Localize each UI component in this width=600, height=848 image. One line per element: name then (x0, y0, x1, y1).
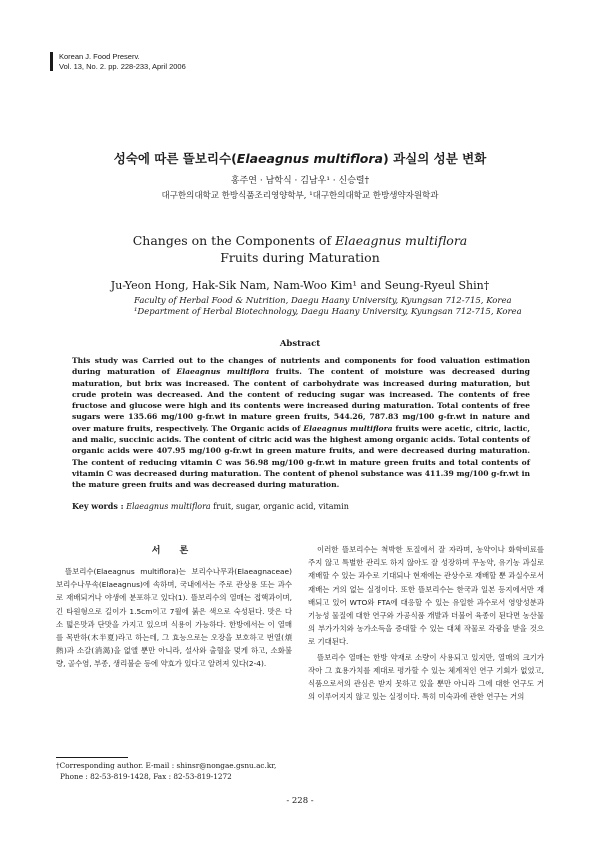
abstract-heading: Abstract (279, 339, 321, 349)
abstract-species: Elaeagnus multiflora (176, 367, 270, 377)
footnote-email: †Corresponding author. E-mail : shinsr@nongae.gsnu.ac.kr, (56, 761, 277, 770)
intro-paragraph-left: 뜰보리수(Elaeagnus multiflora)는 보리수나무과(Elaeagnaceae) 보리수나무속(Elaeagnus)에 속하며, 국내에서는 주로 관상용 또는 과수로 재배되거나 야생에 분포하고 있다(1). 뜰보리수의 열매는 접핵과이며, 긴 타원형으로 길이가 1.5cm이고 7월에 붉은 색으로 숙성된다. 맛은 다소 떫은맛과 단맛을 가지고 있으며 식용이 가능하다. 한방에서는 이 열매를 목반하(木半夏)라고 하는데, 그 효능으로는 오장을 보호하고 번열(煩熱)과 소갈(消渴)을 없앨 뿐만 아니라, 설사와 출혈을 멎게 하고, 소화불량, 골수염, 부종, 생리불순 등에 약효가 있다고 알려져 있다(2-4). (56, 567, 292, 669)
corresponding-footnote (56, 761, 296, 782)
intro-paragraph-right-2: 뜰보리수 열매는 한방 약재로 소량이 사용되고 있지만, 열매의 크기가 작아 그 효용가치를 제대로 평가할 수 있는 체계적인 연구 기회가 없었고, 식품으로서의 관심은 받지 못하고 있을 뿐만 아니라 그에 대한 연구도 거의 이루어지지 않고 있는 실정이다. 특히 미숙과에 관한 연구는 거의 (308, 652, 544, 702)
affiliation-1: Faculty of Herbal Food & Nutrition, Daegu Haany University, Kyungsan 712-715, Korea (134, 296, 512, 306)
abstract-species-2: Elaeagnus multiflora (303, 423, 393, 433)
left-column (56, 543, 292, 671)
intro-paragraph-right-1: 이러한 뜰보리수는 척박한 토질에서 잘 자라며, 농약이나 화학비료를 주지 않고 특별한 관리도 하지 않아도 잘 성장하며 무농약, 유기농 과실로 재배할 수 있는 과수로 기대되나 현재에는 관상수로 재배할 뿐 과실수로서 재배는 거의 없는 실정이다. 또한 뜰보리수는 한국과 일본 등지에서만 재배되고 있어 WTO와 FTA에 대응할 수 있는 유일한 과수로서 영양성분과 기능성 물질에 대한 연구와 가공식품 개발과 더불어 육종이 된다면 농산물의 부가가치와 농가소득을 증대할 수 있는 대체 작물로 각광을 받을 것으로 기대된다. (308, 545, 544, 647)
keywords-label: Key words : (72, 501, 124, 511)
footnote-phone: Phone : 82-53-819-1428, Fax : 82-53-819-1272 (60, 771, 232, 781)
korean-authors: 홍주연 · 남학식 · 김남우¹ · 신승렬† (230, 176, 370, 186)
abstract-part3: fruits were acetic, citric, lactic, and malic, succinic acids. The content of citric acid was the highest among organic acids. Total contents of organic acids were 407.95 mg/100 g-fr.wt in green mature fruits, and were decreased during maturation. The content of reducing vitamin C was 56.98 mg/100 g-fr.wt in mature green fruits and total contents of vitamin C was decreased during maturation. The content of phenol substance was 411.39 mg/100 g-fr.wt in the mature green fruits and was decreased during maturation. (72, 423, 530, 490)
keywords-rest: fruit, sugar, organic acid, vitamin (210, 502, 349, 511)
english-title (0, 232, 600, 266)
korean-affiliation: 대구한의대학교 한방식품조리영양학부, ¹대구한의대학교 한방생약자원학과 (161, 191, 439, 201)
abstract-part1: This study was Carried out to the changes of nutrients and components for food valuation estimation during maturation of (72, 356, 530, 377)
footnote-divider (56, 757, 128, 758)
affiliation-2: ¹Department of Herbal Biotechnology, Daegu Haany University, Kyungsan 712-715, Korea (134, 307, 522, 317)
keywords (72, 501, 530, 511)
korean-title-before: 성숙에 따른 뜰보리수( (113, 151, 237, 166)
abstract-body (72, 355, 530, 491)
intro-heading: 서 론 (151, 546, 197, 556)
english-title-species: Elaeagnus multiflora (335, 233, 468, 248)
english-title-line1: Changes on the Components of (132, 233, 336, 248)
english-affiliations (134, 296, 554, 318)
abstract-part2: fruits. The content of moisture was decreased during maturation, but brix was increased. The content of carbohydrate was increased during maturation, but crude protein was decreased. And the content of reducing sugar was increased. The contents of free fructose and glucose were high and its contents were increased during maturation. Total contents of free sugars were 135.66 mg/100 g-fr.wt in mature green fruits, 544.26, 787.83 mg/100 g-fr.wt in nature and over mature fruits, respectively. The Organic acids of (72, 367, 530, 433)
journal-name: Korean J. Food Preserv. (59, 52, 140, 61)
english-title-line2: Fruits during Maturation (220, 250, 380, 265)
journal-volume: Vol. 13, No. 2. pp. 228-233, April 2006 (59, 61, 186, 71)
page-number: - 228 - (286, 796, 314, 806)
keywords-species: Elaeagnus multiflora (126, 502, 211, 511)
journal-citation (50, 52, 186, 71)
right-column (308, 543, 544, 705)
korean-title (0, 149, 600, 167)
english-authors: Ju-Yeon Hong, Hak-Sik Nam, Nam-Woo Kim¹ and Seung-Ryeul Shin† (110, 279, 490, 292)
korean-title-after: ) 과실의 성분 변화 (383, 151, 487, 166)
korean-title-species: Elaeagnus multiflora (236, 151, 383, 166)
